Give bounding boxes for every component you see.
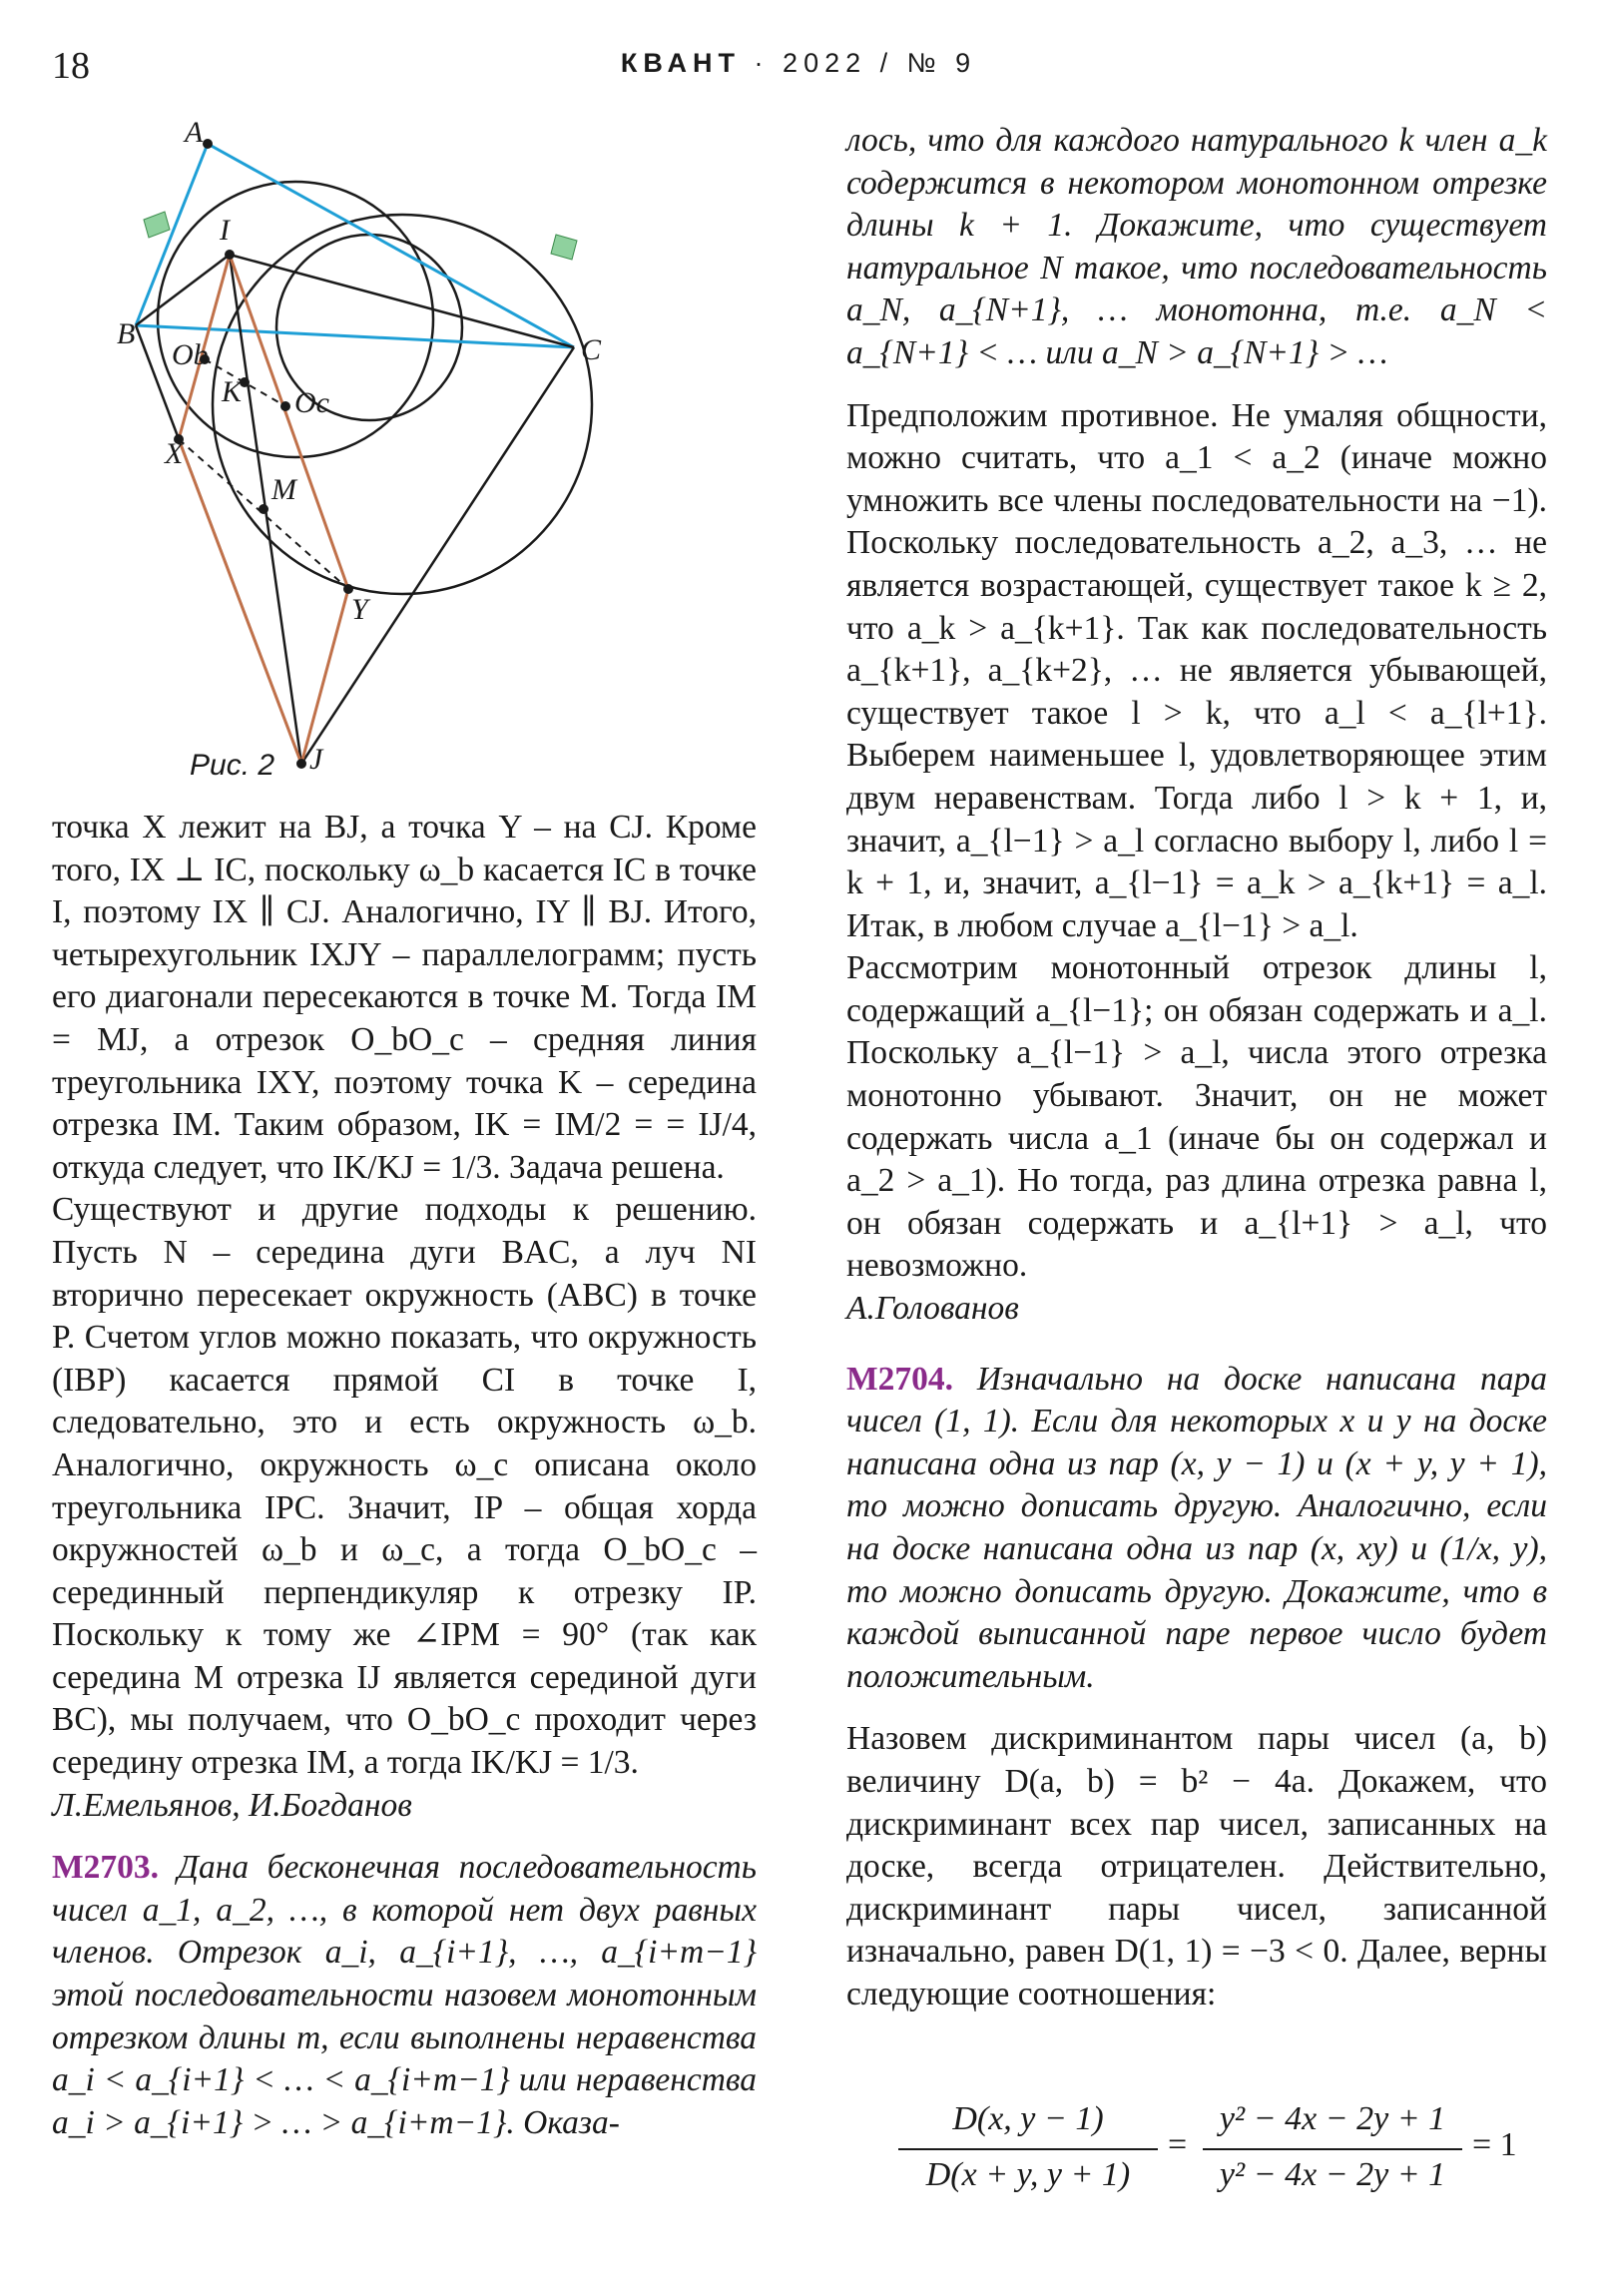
label-j: J bbox=[309, 743, 323, 776]
segment-yj bbox=[301, 589, 348, 764]
problem-2704-statement: Изначально на доске написана пара чисел (1, 1). Если для некоторых x и y на доске написана одна из пар (x, y − 1) и (x + y, y + 1), то можно дописать другую. Аналогично, если на доске написана одна из пар (x, xy) и (1/x, y), то можно дописать другую. Докажите, что в каждой выписанной паре первое число будет положительным. bbox=[846, 1360, 1547, 1695]
problem-2704-id: M2704. bbox=[846, 1360, 953, 1398]
right-paragraph-2: Рассмотрим монотонный отрезок длины l, содержащий a_{l−1}; он обязан содержать и a_l. Поскольку a_{l−1} > a_l, числа этого отрезка монотонно убывают. Значит, он не может содержать числа a_1 (иначе бы он содержал и a_2 > a_1). Но тогда, раз длина отрезка равна l, он обязан содержать и a_{l+1} > a_l, что невозможно. bbox=[846, 949, 1547, 1285]
formula-bar2 bbox=[1203, 2148, 1462, 2150]
label-oc: Oc bbox=[294, 386, 329, 419]
issue-number: 2022 / № 9 bbox=[783, 48, 977, 78]
right-paragraph-1: Предположим противное. Не умаляя общности, можно считать, что a_1 < a_2 (иначе можно умножить все члены последовательности на −1). Поскольку последовательность a_2, a_3, … не является возрастающей, существует такое k ≥ 2, что a_k > a_{k+1}. Так как последовательность a_{k+1}, a_{k+2}, … не является убывающей, существует такое l > k, что a_l < a_{l+1}. Выберем наименьшее l, удовлетворяющее этим двум неравенствам. Тогда либо l > k + 1, и, значит, a_{l−1} > a_l согласно выбору l, либо l = k + 1, и, значит, a_{l−1} = a_k > a_{k+1} = a_l. Итак, в любом случае a_{l−1} > a_l. bbox=[846, 396, 1547, 944]
label-ob: Ob bbox=[172, 338, 209, 371]
label-y: Y bbox=[351, 593, 368, 626]
left-paragraph-1: точка X лежит на BJ, а точка Y – на CJ. Кроме того, IX ⊥ IC, поскольку ω_b касается IC в точке I, поэтому IX ∥ CJ. Аналогично, IY ∥ BJ. Итого, четырехугольник IXJY – параллелограмм; пусть его диагонали пересекаются в точке M. Тогда IM = MJ, а отрезок O_bO_c – средняя линия треугольника IXY, поэтому точка K – середина отрезка IM. Таким образом, IK = IM/2 = = IJ/4, откуда следует, что IK/KJ = 1/3. Задача решена. bbox=[52, 809, 757, 1186]
problem-2704 bbox=[846, 1359, 1547, 1699]
right-angle-b bbox=[144, 212, 170, 238]
problem-2703-statement: Дана бесконечная последовательность чисел a_1, a_2, …, в которой нет двух равных членов. Отрезок a_i, a_{i+1}, …, a_{i+m−1} этой последовательности назовем монотонным отрезком длины m, если выполнены неравенства a_i < a_{i+1} < … < a_{i+m−1} или неравенства a_i > a_{i+1} > … > a_{i+m−1}. Оказа- bbox=[52, 1849, 757, 2141]
page-number: 18 bbox=[52, 45, 90, 87]
side-ac bbox=[208, 144, 574, 347]
figure-caption: Рис. 2 bbox=[190, 749, 275, 782]
left-paragraph-2: Существуют и другие подходы к решению. Пусть N – середина дуги BAC, а луч NI вторично пересекает окружность (ABC) в точке P. Счетом углов можно показать, что окружность (IBP) касается прямой CI в точке I, следовательно, это и есть окружность ω_b. Аналогично, окружность ω_c описана около треугольника IPC. Значит, IP – общая хорда окружностей ω_b и ω_c, а тогда O_bO_c – серединный перпендикуляр к отрезку IP. Поскольку к тому же ∠IPM = 90° (так как середина M отрезка IJ является серединой дуги BC), мы получаем, что O_bO_c проходит через середину отрезка IM, а тогда IK/KJ = 1/3. bbox=[52, 1191, 757, 1782]
formula-eq2: = 1 bbox=[1472, 2126, 1517, 2163]
formula-num1: D(x, y − 1) bbox=[952, 2100, 1104, 2137]
label-a: A bbox=[185, 116, 204, 149]
label-k: K bbox=[222, 375, 243, 408]
geometry-figure bbox=[117, 116, 629, 799]
point-m bbox=[259, 504, 268, 514]
label-c: C bbox=[581, 333, 602, 366]
label-m: M bbox=[271, 473, 296, 506]
right-column bbox=[846, 120, 1547, 2016]
problem-2703 bbox=[52, 1847, 757, 2144]
formula-discriminant-ratio bbox=[898, 2096, 1547, 2276]
right-angle-c bbox=[551, 235, 577, 260]
problem-2703-continued: лось, что для каждого натурального k член a_k содержится в некотором монотонном отрезке длины k + 1. Докажите, что существует натуральное N такое, что последовательность a_N, a_{N+1}, … монотонна, т.е. a_N < a_{N+1} < … или a_N > a_{N+1} > … bbox=[846, 122, 1547, 371]
solution-2704: Назовем дискриминантом пары чисел (a, b) величину D(a, b) = b² − 4a. Докажем, что дискриминант всех пар чисел, записанных на доске, всегда отрицателен. Действительно, дискриминант пары чисел, записанной изначально, равен D(1, 1) = −3 < 0. Далее, верны следующие соотношения: bbox=[846, 1720, 1547, 2012]
label-i: I bbox=[220, 214, 230, 247]
formula-bar1 bbox=[898, 2148, 1158, 2150]
author-emelyanov: Л.Емельянов, И.Богданов bbox=[52, 1786, 412, 1824]
segment-iy bbox=[230, 255, 348, 589]
point-j bbox=[296, 759, 306, 769]
point-i bbox=[225, 250, 235, 260]
label-b: B bbox=[117, 317, 136, 350]
formula-num2: y² − 4x − 2y + 1 bbox=[1219, 2100, 1446, 2137]
left-column bbox=[52, 807, 757, 2144]
formula-den2: y² − 4x − 2y + 1 bbox=[1219, 2156, 1446, 2193]
label-x: X bbox=[165, 437, 184, 470]
formula-den1: D(x + y, y + 1) bbox=[925, 2156, 1131, 2193]
line-cj bbox=[301, 347, 574, 764]
problem-2703-id: M2703. bbox=[52, 1849, 159, 1887]
running-head bbox=[0, 48, 1597, 79]
author-golovanov: А.Голованов bbox=[846, 1290, 1019, 1328]
magazine-title: КВАНТ bbox=[620, 48, 742, 78]
formula-eq1: = bbox=[1168, 2126, 1188, 2163]
point-oc bbox=[280, 401, 290, 411]
header-separator: · bbox=[754, 48, 770, 78]
point-a bbox=[203, 139, 213, 149]
